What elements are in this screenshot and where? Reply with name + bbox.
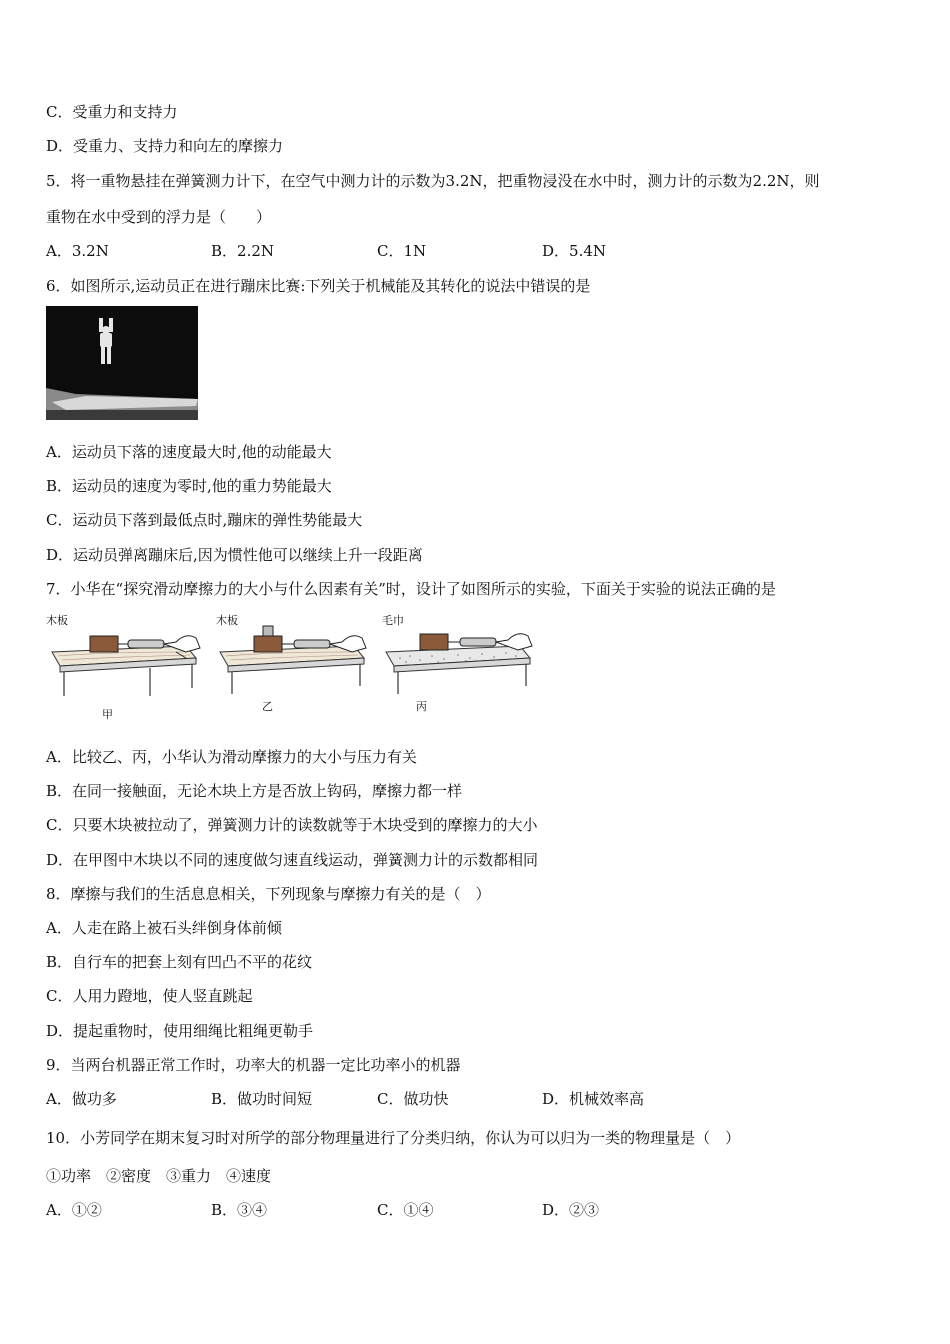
option-q5a: A．3.2N [46, 242, 109, 260]
option-q7c: C．只要木块被拉动了，弹簧测力计的读数就等于木块受到的摩擦力的大小 [46, 816, 538, 834]
question-6: 6．如图所示,运动员正在进行蹦床比赛:下列关于机械能及其转化的说法中错误的是 [46, 277, 591, 295]
surface-label-bing: 毛巾 [382, 614, 404, 627]
question-7: 7．小华在“探究滑动摩擦力的大小与什么因素有关”时，设计了如图所示的实验，下面关于实验的说法正确的是 [46, 580, 776, 598]
option-q5c: C．1N [377, 242, 427, 260]
option-q8c: C．人用力蹬地，使人竖直跳起 [46, 987, 253, 1005]
option-q10d: D．②③ [542, 1201, 600, 1219]
option-q9c: C．做功快 [377, 1090, 449, 1108]
option-q9d: D．机械效率高 [542, 1090, 645, 1108]
option-q7a: A．比较乙、丙，小华认为滑动摩擦力的大小与压力有关 [46, 748, 417, 766]
option-q10c: C．①④ [377, 1201, 434, 1219]
option-q5d: D．5.4N [542, 242, 607, 260]
option-q5b: B．2.2N [211, 242, 275, 260]
figure-7-jia [46, 612, 206, 722]
option-q7d: D．在甲图中木块以不同的速度做匀速直线运动，弹簧测力计的示数都相同 [46, 851, 539, 869]
option-q8b: B．自行车的把套上刻有凹凸不平的花纹 [46, 953, 313, 971]
option-q7b: B．在同一接触面，无论木块上方是否放上钩码，摩擦力都一样 [46, 782, 463, 800]
option-q9b: B．做功时间短 [211, 1090, 313, 1108]
surface-label-jia: 木板 [46, 614, 68, 627]
question-8: 8．摩擦与我们的生活息息相关，下列现象与摩擦力有关的是（ ） [46, 885, 491, 903]
option-q6d: D．运动员弹离蹦床后,因为惯性他可以继续上升一段距离 [46, 546, 423, 564]
figure-7-bing [380, 612, 540, 722]
option-q6a: A．运动员下落的速度最大时,他的动能最大 [46, 443, 332, 461]
figure-7-yi [214, 612, 374, 722]
question-5-line1: 5．将一重物悬挂在弹簧测力计下，在空气中测力计的示数为3.2N，把重物浸没在水中时，测力计的示数为2.2N，则 [46, 172, 820, 190]
option-q8a: A．人走在路上被石头绊倒身体前倾 [46, 919, 282, 937]
option-q6c: C．运动员下落到最低点时,蹦床的弹性势能最大 [46, 511, 363, 529]
option-q6b: B．运动员的速度为零时,他的重力势能最大 [46, 477, 332, 495]
trampoline-photo [46, 306, 198, 420]
question-9: 9．当两台机器正常工作时，功率大的机器一定比功率小的机器 [46, 1056, 461, 1074]
question-5-line2: 重物在水中受到的浮力是（ ） [46, 208, 272, 226]
question-10-items: ①功率 ②密度 ③重力 ④速度 [46, 1167, 272, 1185]
surface-label-yi: 木板 [216, 614, 238, 627]
option-q10a: A．①② [46, 1201, 102, 1219]
option-q4c: C．受重力和支持力 [46, 103, 178, 121]
caption-yi: 乙 [262, 700, 273, 713]
option-q8d: D．提起重物时，使用细绳比粗绳更勒手 [46, 1022, 314, 1040]
caption-bing: 丙 [416, 700, 427, 713]
question-10: 10．小芳同学在期末复习时对所学的部分物理量进行了分类归纳，你认为可以归为一类的物理量是（ ） [46, 1129, 741, 1147]
option-q4d: D．受重力、支持力和向左的摩擦力 [46, 137, 284, 155]
option-q10b: B．③④ [211, 1201, 268, 1219]
caption-jia: 甲 [102, 708, 113, 721]
option-q9a: A．做功多 [46, 1090, 117, 1108]
